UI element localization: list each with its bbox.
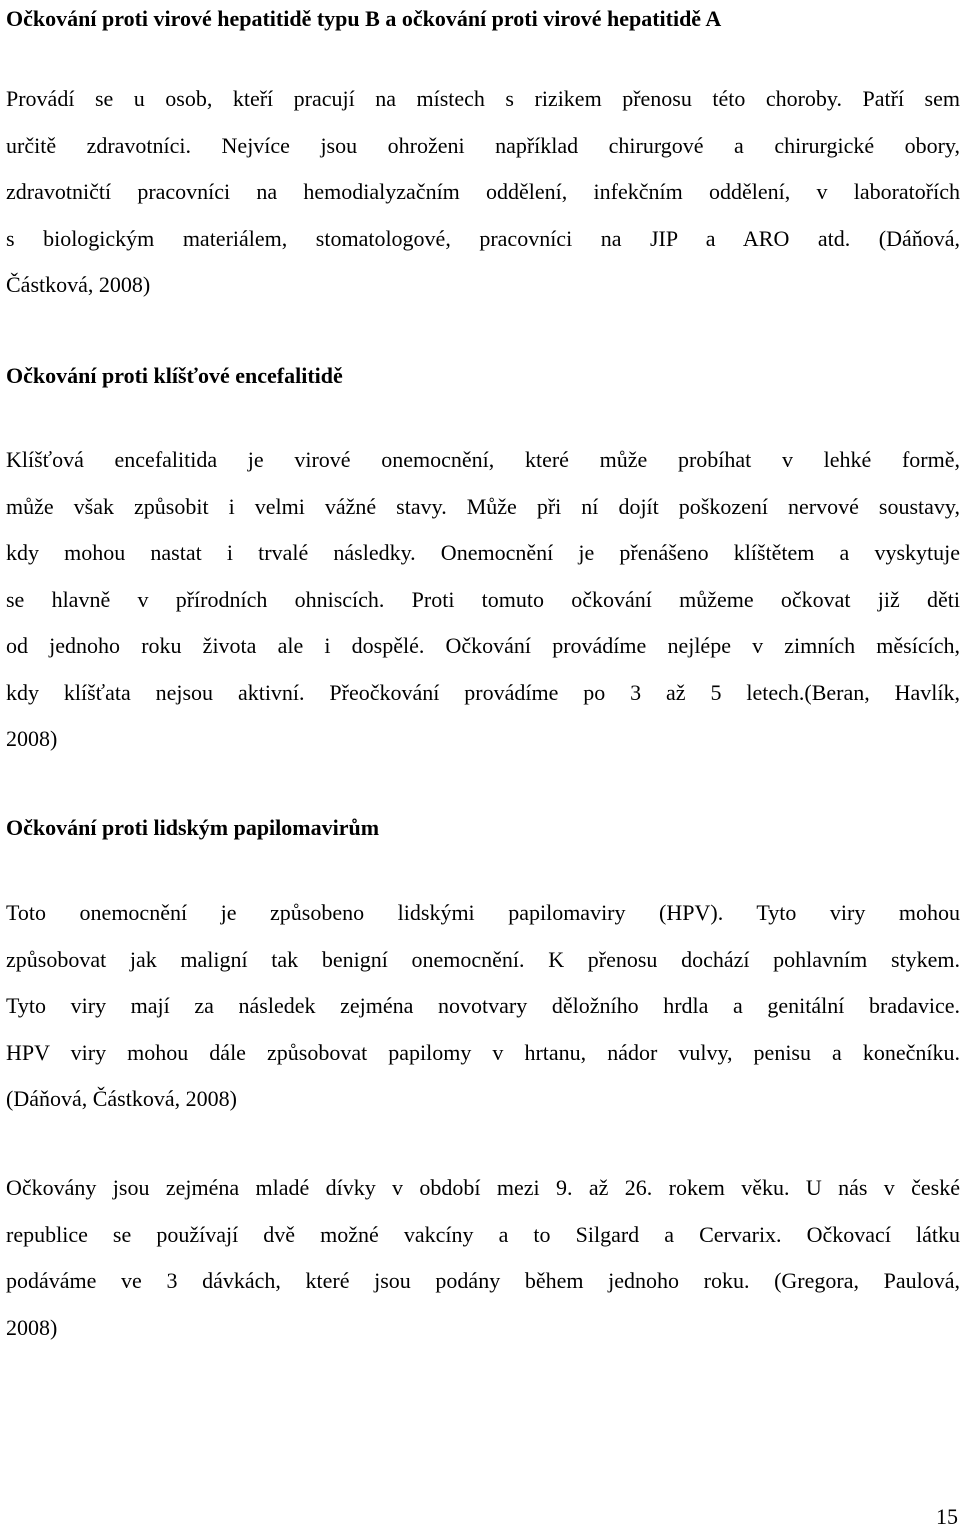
text-line: Částková, 2008) — [6, 272, 151, 297]
section-heading-hpv: Očkování proti lidským papilomavirům — [6, 815, 380, 840]
text-line: Toto onemocnění je způsobeno lidskými papilomaviry (HPV). Tyto viry mohou — [6, 900, 960, 925]
section-heading-hepatitis: Očkování proti virové hepatitidě typu B a očkování proti virové hepatitidě A — [6, 6, 722, 31]
text-line: Tyto viry mají za následek zejména novotvary děložního hrdla a genitální bradavice. — [6, 993, 960, 1018]
text-line: se hlavně v přírodních ohniscích. Proti tomuto očkování můžeme očkovat již děti — [6, 586, 960, 612]
text-line: (Dáňová, Částková, 2008) — [6, 1086, 237, 1111]
text-line: 2008) — [6, 726, 58, 751]
text-line: od jednoho roku života ale i dospělé. Očkování provádíme nejlépe v zimních měsících, — [6, 633, 960, 658]
section-heading-tick-borne: Očkování proti klíšťové encefalitidě — [6, 363, 343, 388]
text-line: s biologickým materiálem, stomatologové, pracovníci na JIP a ARO atd. (Dáňová, — [6, 225, 960, 251]
text-line: Očkovány jsou zejména mladé dívky v období mezi 9. až 26. rokem věku. U nás v české — [6, 1175, 960, 1200]
text-line: Klíšťová encefalitida je virové onemocnění, které může probíhat v lehké formě, — [6, 447, 960, 472]
text-line: podáváme ve 3 dávkách, které jsou podány během jednoho roku. (Gregora, Paulová, — [6, 1268, 960, 1293]
text-line: zdravotničtí pracovníci na hemodialyzačním oddělení, infekčním oddělení, v laboratořích — [6, 179, 960, 204]
page-number: 15 — [936, 1504, 958, 1529]
paragraph-tick-borne — [6, 437, 960, 763]
paragraph-hepatitis — [6, 76, 960, 309]
text-line: kdy klíšťata nejsou aktivní. Přeočkování provádíme po 3 až 5 letech.(Beran, Havlík, — [6, 679, 960, 705]
text-line: republice se používají dvě možné vakcíny a to Silgard a Cervarix. Očkovací látku — [6, 1221, 960, 1247]
text-line: může však způsobit i velmi vážné stavy. Může při ní dojít poškození nervové soustavy, — [6, 493, 960, 519]
paragraph-hpv-2 — [6, 1165, 960, 1351]
text-line: způsobovat jak maligní tak benigní onemocnění. K přenosu dochází pohlavním stykem. — [6, 946, 960, 972]
text-line: Provádí se u osob, kteří pracují na místech s rizikem přenosu této choroby. Patří sem — [6, 86, 960, 111]
text-line: kdy mohou nastat i trvalé následky. Onemocnění je přenášeno klíštětem a vyskytuje — [6, 540, 960, 565]
text-line: určitě zdravotníci. Nejvíce jsou ohroženi například chirurgové a chirurgické obory, — [6, 132, 960, 158]
text-line: 2008) — [6, 1314, 58, 1340]
text-line: HPV viry mohou dále způsobovat papilomy v hrtanu, nádor vulvy, penisu a konečníku. — [6, 1039, 960, 1065]
paragraph-hpv-1 — [6, 890, 960, 1123]
